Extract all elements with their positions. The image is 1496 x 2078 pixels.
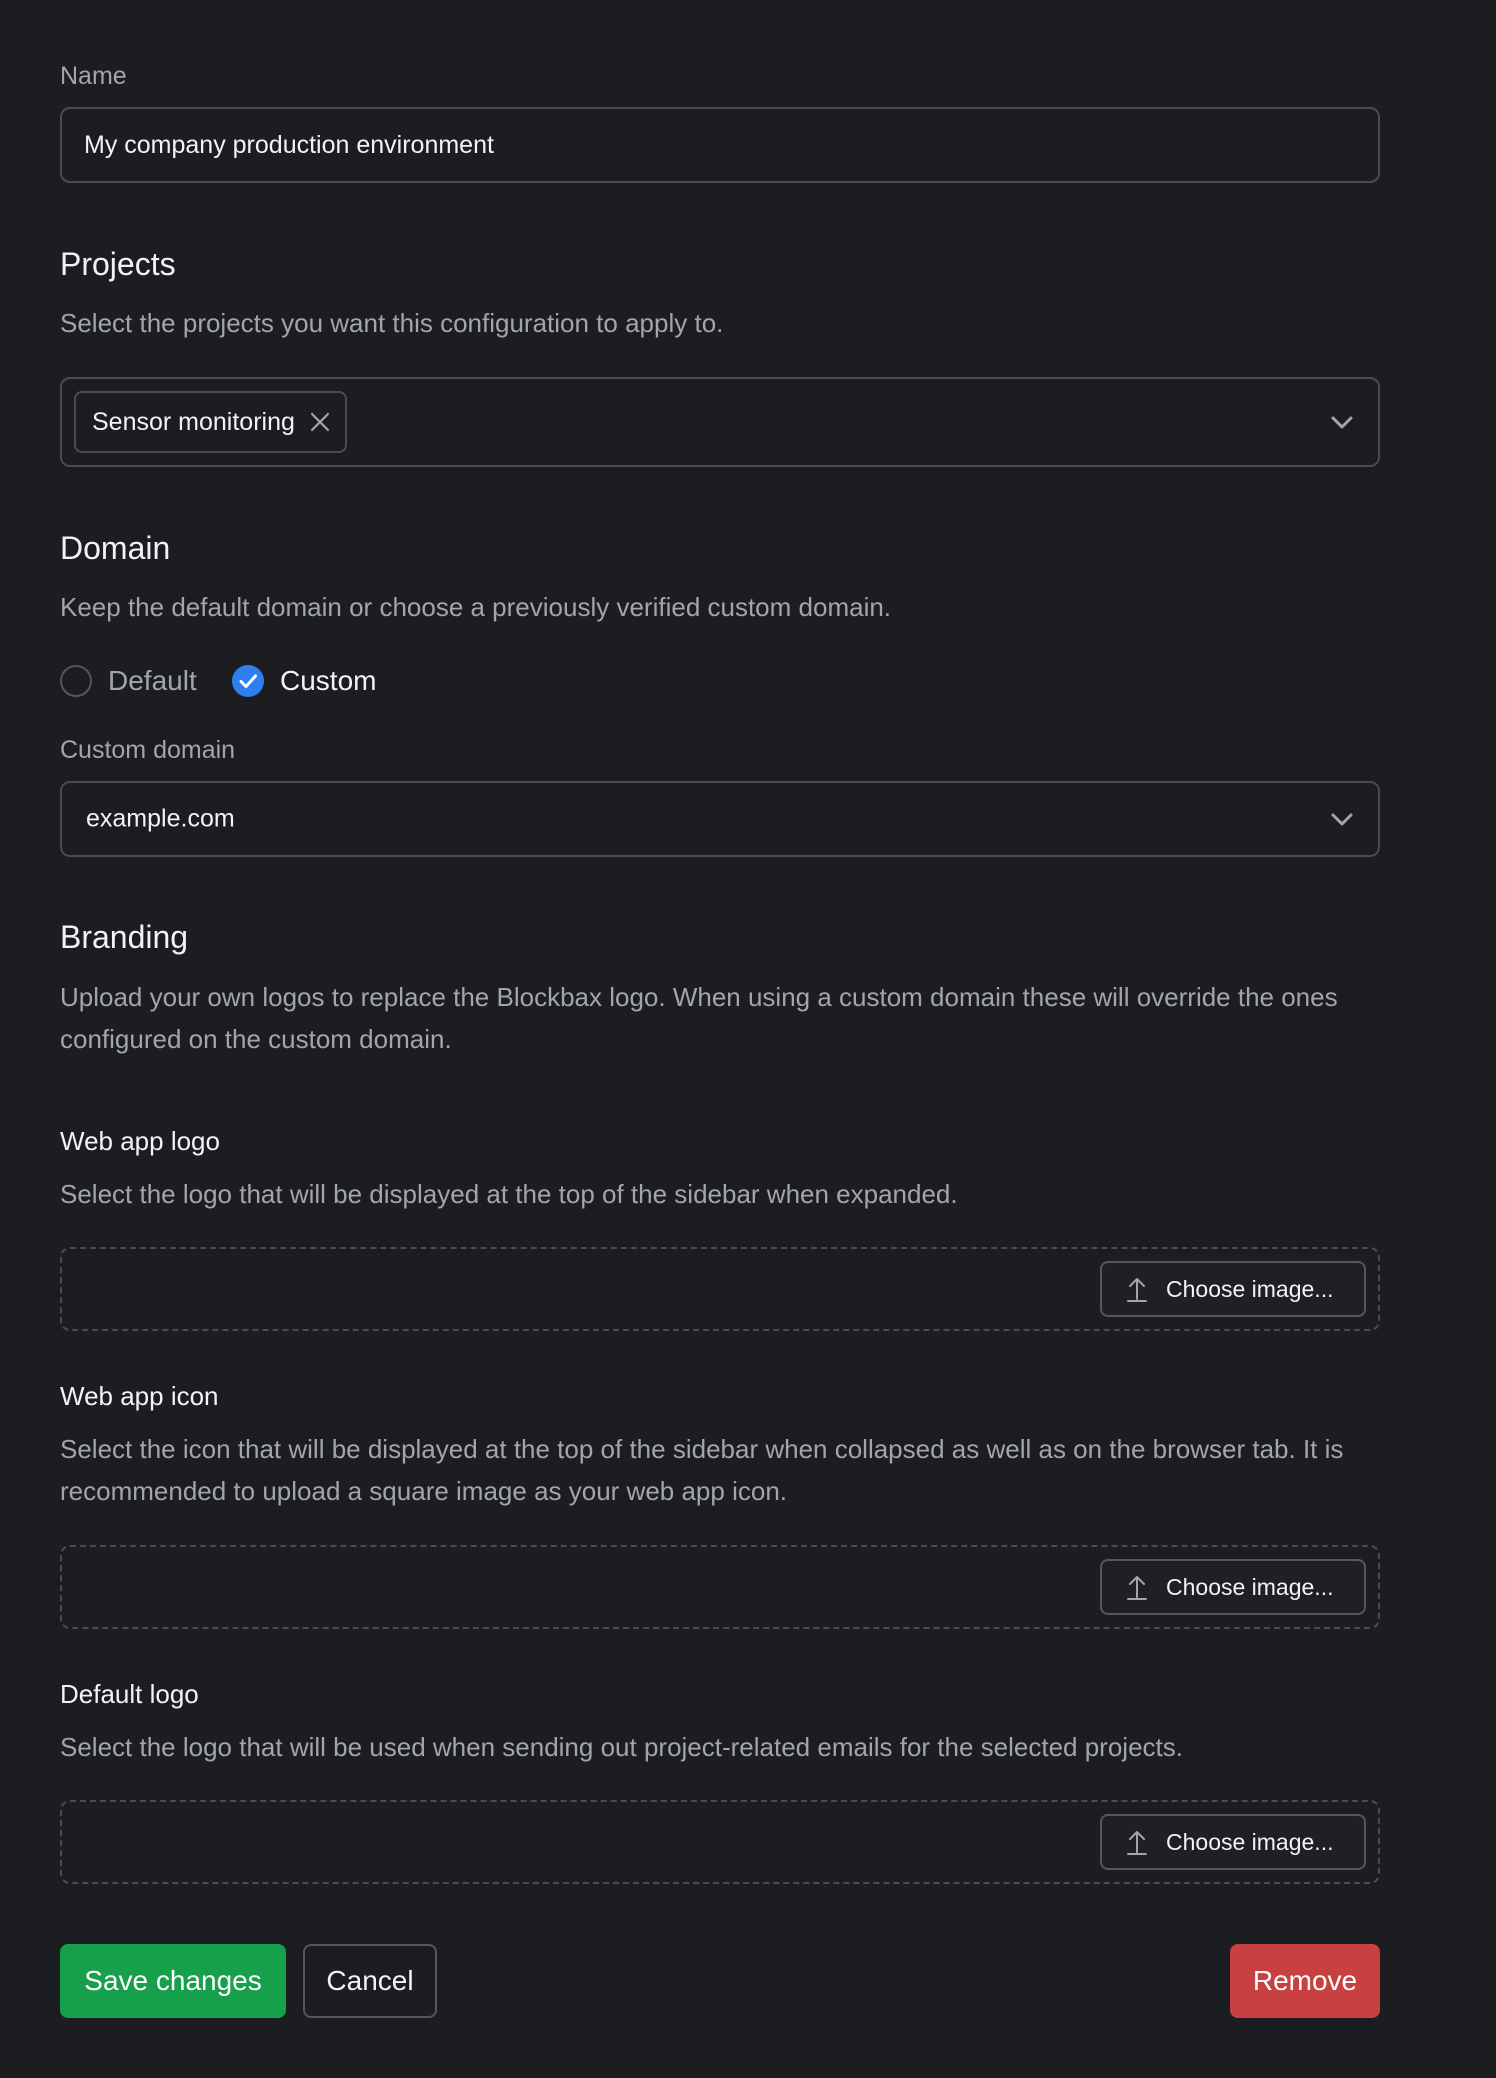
domain-description: Keep the default domain or choose a previously verified custom domain. — [60, 592, 892, 622]
custom-domain-select[interactable] — [60, 781, 1380, 857]
name-label: Name — [60, 62, 127, 90]
radio-custom-label: Custom — [280, 665, 377, 696]
projects-title: Projects — [60, 246, 176, 282]
check-icon[interactable] — [232, 665, 264, 697]
web-app-logo-choose-label: Choose image... — [1166, 1275, 1334, 1302]
name-input[interactable]: My company production environment — [60, 107, 1380, 183]
default-logo-choose-label: Choose image... — [1166, 1828, 1334, 1855]
chevron-down-icon[interactable] — [1328, 408, 1356, 436]
radio-default[interactable] — [60, 665, 197, 697]
upload-icon — [1126, 1573, 1148, 1601]
web-app-logo-title: Web app logo — [60, 1126, 220, 1156]
web-app-icon-description: Select the icon that will be displayed at the top of the sidebar when collapsed as well as on the browser tab. It is recommended to upload a square image as your web app icon. — [60, 1434, 1344, 1506]
web-app-icon-title: Web app icon — [60, 1381, 219, 1411]
close-icon[interactable] — [309, 411, 331, 433]
domain-title: Domain — [60, 530, 171, 566]
save-button[interactable]: Save changes — [60, 1944, 286, 2018]
branding-title: Branding — [60, 919, 189, 955]
web-app-logo-dropzone[interactable] — [60, 1247, 1380, 1331]
web-app-logo-description: Select the logo that will be displayed at the top of the sidebar when expanded. — [60, 1179, 958, 1209]
projects-description: Select the projects you want this configuration to apply to. — [60, 308, 724, 338]
custom-domain-label: Custom domain — [60, 736, 236, 764]
project-chip-label: Sensor monitoring — [92, 407, 295, 436]
default-logo-description: Select the logo that will be used when sending out project-related emails for the selected projects. — [60, 1732, 1183, 1762]
cancel-button[interactable]: Cancel — [303, 1944, 437, 2018]
radio-custom[interactable] — [232, 665, 376, 697]
radio-default-label: Default — [108, 665, 197, 696]
radio-default-circle[interactable] — [60, 665, 92, 697]
projects-select[interactable] — [60, 377, 1380, 467]
upload-icon — [1126, 1828, 1148, 1856]
default-logo-dropzone[interactable] — [60, 1800, 1380, 1884]
chevron-down-icon[interactable] — [1328, 805, 1356, 833]
web-app-icon-dropzone[interactable] — [60, 1545, 1380, 1629]
remove-button[interactable]: Remove — [1230, 1944, 1380, 2018]
upload-icon — [1126, 1275, 1148, 1303]
web-app-icon-choose-label: Choose image... — [1166, 1573, 1334, 1600]
default-logo-choose-button[interactable] — [1100, 1814, 1366, 1870]
web-app-logo-choose-button[interactable] — [1100, 1261, 1366, 1317]
project-chip — [74, 391, 347, 453]
default-logo-title: Default logo — [60, 1679, 199, 1709]
web-app-icon-choose-button[interactable] — [1100, 1559, 1366, 1615]
branding-description: Upload your own logos to replace the Blockbax logo. When using a custom domain these will override the ones configured on the custom domain. — [60, 982, 1338, 1054]
custom-domain-value: example.com — [86, 804, 235, 833]
